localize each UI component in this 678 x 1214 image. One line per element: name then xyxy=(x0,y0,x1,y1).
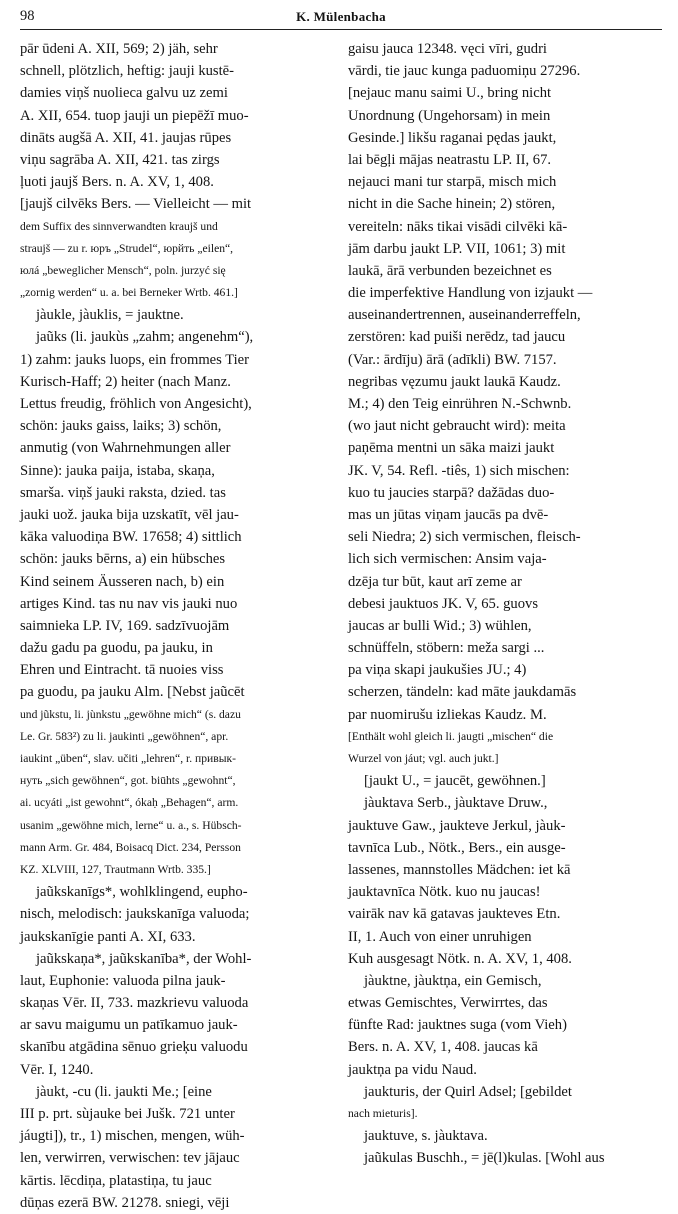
left-column-line: len, verwirren, verwischen: tev jājauc xyxy=(20,1150,240,1167)
left-column-line: jaũkskaņa*, jaũkskanība*, der Wohl- xyxy=(36,950,252,967)
right-column-line: fünfte Rad: jauktnes suga (vom Vieh) xyxy=(348,1017,567,1034)
right-column-line: jaucas ar bulli Wid.; 3) wühlen, xyxy=(348,617,532,634)
left-column-line: straujš — zu r. юръ „Strudel“, юрйть „eilen“, xyxy=(20,241,234,255)
right-column-line: die imperfektive Handlung von izjaukt — xyxy=(348,285,593,302)
right-column-line: paņēma mentni un sāka maizi jaukt xyxy=(348,440,555,457)
right-column-line: jauktņa pa vidu Naud. xyxy=(348,1061,477,1078)
right-column-line: negribas vęzumu jaukt laukā Kaudz. xyxy=(348,373,561,390)
right-column-line: dzēja tur būt, kaut arī zeme ar xyxy=(348,573,522,590)
right-column-line: zerstören: kad puiši nerēdz, tad jaucu xyxy=(348,329,566,346)
left-column-line: schnell, plötzlich, heftig: jauji kustē- xyxy=(20,63,234,80)
left-column-line: ļuoti jaujš Bers. n. A. XV, 1, 408. xyxy=(20,174,214,191)
right-column-line: scherzen, tändeln: kad māte jaukdamās xyxy=(348,684,577,701)
left-column-line: skanību atgādina sēnuo grieķu valuodu xyxy=(20,1039,248,1056)
right-column-line: Bers. n. A. XV, 1, 408. jaucas kā xyxy=(348,1039,538,1056)
left-column-line: Sinne): jauka paija, istaba, skaņa, xyxy=(20,462,215,479)
right-column-line: (Var.: ārdīju) ārā (adīkli) BW. 7157. xyxy=(348,351,557,368)
right-column-line: (wo jaut nicht gebraucht wird): meita xyxy=(348,418,566,435)
right-column-line: vereiteln: nāks tikai visādi cilvēki kā- xyxy=(348,218,568,235)
right-column-line: jauktavnīca Nötk. kuo nu jaucas! xyxy=(348,884,541,901)
left-column-line: pa guodu, pa jauku Alm. [Nebst jaũcēt xyxy=(20,684,245,701)
left-column-line: pār ūdeni A. XII, 569; 2) jäh, sehr xyxy=(20,41,218,57)
right-column-line: Kuh ausgesagt Nötk. n. A. XV, 1, 408. xyxy=(348,950,572,967)
left-column-line: viņu sagrāba A. XII, 421. tas zirgs xyxy=(20,151,220,168)
left-column-line: Lettus freudig, fröhlich von Angesicht), xyxy=(20,396,252,412)
right-column-line: kuo tu jaucies starpā? dažādas duo- xyxy=(348,484,555,501)
left-column-line: „zornig werden“ u. a. bei Berneker Wrtb. 461.] xyxy=(20,286,238,300)
right-column-line: lai bēgļi mājas neatrastu LP. II, 67. xyxy=(348,151,552,168)
left-column-line: jauki uož. jauka bija uzskatīt, vēl jau- xyxy=(20,506,239,523)
right-column-line: JK. V, 54. Refl. -tiês, 1) sich mischen: xyxy=(348,462,570,479)
left-column-line: Kurisch-Haff; 2) heiter (nach Manz. xyxy=(20,373,231,390)
right-column-line: jaũkulas Buschh., = jē(l)kulas. [Wohl aus xyxy=(364,1150,605,1167)
right-column-line: Wurzel von jáut; vgl. auch jukt.] xyxy=(348,752,499,765)
left-column-line: nisch, melodisch: jaukskanīga valuoda; xyxy=(20,906,250,923)
page-number: 98 xyxy=(20,8,35,24)
right-column-line: lassenes, mannstolles Mädchen: iet kā xyxy=(348,861,571,878)
right-column-line: M.; 4) den Teig einrühren N.-Schwnb. xyxy=(348,396,572,412)
running-head: K. Mülenbacha xyxy=(296,9,386,24)
right-column-line: nejauci mani tur starpā, misch mich xyxy=(348,174,557,191)
right-column-line: debesi jauktuos JK. V, 65. guovs xyxy=(348,595,538,612)
left-column-line: laut, Euphonie: valuoda pilna jauk- xyxy=(20,972,226,989)
left-column-line: jaukskanīgie panti A. XI, 633. xyxy=(20,928,196,945)
left-column-line: III p. prt. sùjauke bei Jušk. 721 unter xyxy=(20,1106,235,1122)
right-column-line: jauktuve, s. jàuktava. xyxy=(364,1128,488,1145)
header-rule xyxy=(20,29,662,30)
right-column-line: [jaukt U., = jaucēt, gewöhnen.] xyxy=(364,773,546,790)
left-column-line: smarša. viņš jauki raksta, dzied. tas xyxy=(20,484,226,501)
right-column-line: jàuktava Serb., jàuktave Druw., xyxy=(364,795,548,812)
left-column-line: Ehren und Eintracht. tā nuoies viss xyxy=(20,662,224,679)
left-column-line: dināts augšā A. XII, 41. jaujas rūpes xyxy=(20,129,232,146)
left-column-line: schön: jauks bērns, a) ein hübsches xyxy=(20,551,226,568)
right-column-line: lich sich vermischen: Ansim vaja- xyxy=(348,551,547,568)
right-column-line: II, 1. Auch von einer unruhigen xyxy=(348,928,532,945)
right-column-line: auseinandertrennen, auseinanderreffeln, xyxy=(348,307,581,324)
left-column-line: skaņas Vēr. II, 733. mazkrievu valuoda xyxy=(20,995,249,1012)
left-column-line: damies viņš nuolieca galvu uz zemi xyxy=(20,85,228,102)
left-column-line: ai. ucyáti „ist gewohnt“, ókaḥ „Behagen“, arm. xyxy=(20,796,239,810)
right-column-line: jām darbu jaukt LP. VII, 1061; 3) mit xyxy=(348,240,566,257)
right-column-line: pa viņa skapi jaukušies JU.; 4) xyxy=(348,662,527,679)
left-column-line: dūņas ezerā BW. 21278. sniegi, vēji xyxy=(20,1194,230,1211)
right-column-line: laukā, ārā verbunden bezeichnet es xyxy=(348,262,552,279)
right-column-line: schnüffeln, stöbern: meža sargi ... xyxy=(348,640,545,657)
right-column-line: vairāk nav kā gatavas jaukteves Etn. xyxy=(348,906,561,923)
left-column-line: A. XII, 654. tuop jauji un piepēžī muo- xyxy=(20,107,249,124)
left-column-line: jàukle, jàuklis, = jauktne. xyxy=(36,307,184,324)
left-column-line: ar savu maigumu un patīkamuo jauk- xyxy=(20,1017,238,1034)
left-column-line: usanim „gewöhne mich, lerne“ u. a., s. Hübsch- xyxy=(20,818,242,832)
left-column-line: iaukint „üben“, slav. učiti „lehren“, r. привык- xyxy=(20,752,236,765)
left-column-line: dažu gadu pa guodu, pa jauku, in xyxy=(20,640,213,657)
left-column-line: kārtis. lēcdiņa, platastiņa, tu jauc xyxy=(20,1172,212,1189)
left-column-line: schön: jauks gaiss, laiks; 3) schön, xyxy=(20,418,222,435)
right-column-line: jàuktne, jàuktņa, ein Gemisch, xyxy=(364,972,542,989)
left-column-line: jàukt, -cu (li. jaukti Me.; [eine xyxy=(36,1083,212,1100)
left-column xyxy=(20,38,332,1211)
left-column-line: mann Arm. Gr. 484, Boisacq Dict. 234, Persson xyxy=(20,840,241,854)
left-column-line: Le. Gr. 583²) zu li. jaukinti „gewöhnen“, apr. xyxy=(20,729,229,743)
right-column-line: mas un jūtas viņam jaucās pa dvē- xyxy=(348,506,549,523)
left-column-line: Kind seinem Äusseren nach, b) ein xyxy=(20,573,225,590)
page-header xyxy=(20,6,662,30)
left-column-line: Vēr. I, 1240. xyxy=(20,1061,94,1078)
right-column-line: etwas Gemischtes, Verwirrtes, das xyxy=(348,995,548,1012)
left-column-line: artiges Kind. tas nu nav vis jauki nuo xyxy=(20,595,238,612)
right-column-line: Gesinde.] likšu raganai pędas jaukt, xyxy=(348,129,557,146)
left-column-line: jáugti]), tr., 1) mischen, mengen, wüh- xyxy=(20,1128,245,1145)
left-column-line: und jũkstu, li. jùnkstu „gewöhne mich“ (s. dazu xyxy=(20,707,241,721)
right-column-line: [Enthält wohl gleich li. jaugti „mischen“ die xyxy=(348,729,554,743)
right-column-line: seli Niedra; 2) sich vermischen, fleisch- xyxy=(348,529,581,546)
right-column-line: [nejauc manu saimi U., bring nicht xyxy=(348,85,552,102)
right-column-line: nach mieturis]. xyxy=(348,1107,418,1120)
left-column-line: KZ. XLVIII, 127, Trautmann Wrtb. 335.] xyxy=(20,862,211,876)
right-column-line: nicht in die Sache hinein; 2) stören, xyxy=(348,196,556,213)
left-column-line: dem Suffix des sinnverwandten kraujš und xyxy=(20,219,218,233)
left-column-line: jaũks (li. jaukùs „zahm; angenehm“), xyxy=(36,329,254,346)
left-column-line: anmutig (von Wahrnehmungen aller xyxy=(20,440,231,457)
left-column-line: нуть „sich gewöhnen“, got. biūhts „gewohnt“, xyxy=(20,774,236,788)
left-column-line: [jaujš cilvēks Bers. — Vielleicht — mit xyxy=(20,196,252,213)
right-column-line: par nuomirušu izliekas Kaudz. M. xyxy=(348,706,547,723)
left-column-line: юлá „beweglicher Mensch“, poln. jurzyć się xyxy=(20,263,226,277)
right-column-line: jaukturis, der Quirl Adsel; [gebildet xyxy=(364,1083,572,1100)
left-column-line: kāka valuodiņa BW. 17658; 4) sittlich xyxy=(20,529,242,546)
right-column xyxy=(348,38,660,1167)
left-column-line: jaũkskanīgs*, wohlklingend, eupho- xyxy=(36,884,248,901)
right-column-line: jauktuve Gaw., jaukteve Jerkul, jàuk- xyxy=(348,817,566,834)
right-column-line: tavnīca Lub., Nötk., Bers., ein ausge- xyxy=(348,839,566,856)
right-column-line: gaisu jauca 12348. vęci vīri, gudri xyxy=(348,41,547,57)
left-column-line: saimnieka LP. IV, 169. sadzīvuojām xyxy=(20,617,230,634)
left-column-line: 1) zahm: jauks luops, ein frommes Tier xyxy=(20,351,250,368)
right-column-line: vārdi, tie jauc kunga paduomiņu 27296. xyxy=(348,63,581,80)
right-column-line: Unordnung (Ungehorsam) in mein xyxy=(348,107,551,124)
